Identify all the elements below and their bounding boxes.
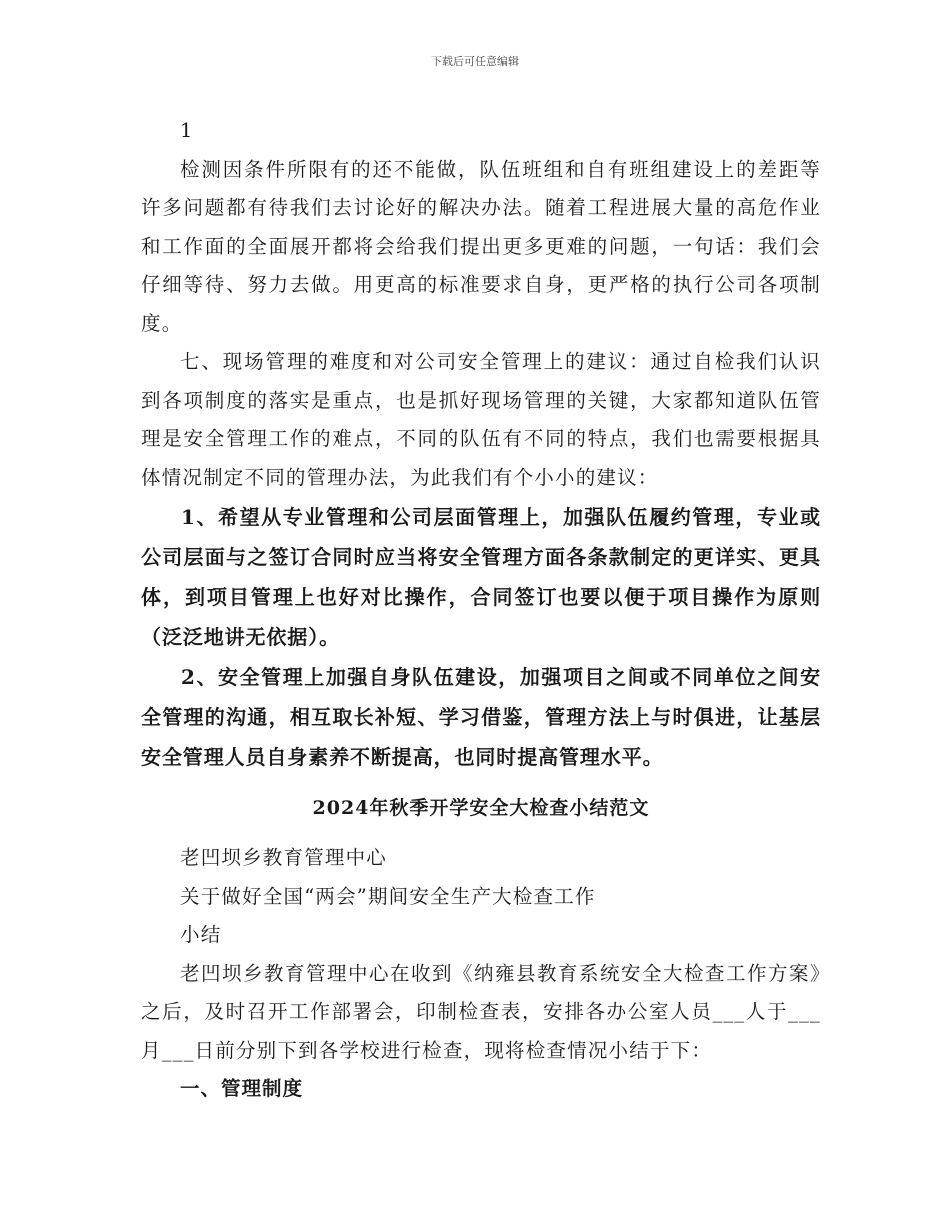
subtitle-line-2: 小结 — [180, 923, 222, 946]
section-heading: 一、管理制度 — [180, 1077, 304, 1100]
paragraph-2: 七、现场管理的难度和对公司安全管理上的建议：通过自检我们认识到各项制度的落实是重点，也是抓好现场管理的关键，大家都知道队伍管理是安全管理工作的难点，不同的队伍有不同的特点，我们也需要根据具体情况制定不同的管理办法，为此我们有个小小的建议： — [141, 350, 821, 489]
subtitle-line-1: 关于做好全国“两会”期间安全生产大检查工作 — [180, 884, 596, 908]
organization-line: 老凹坝乡教育管理中心 — [180, 846, 388, 869]
bold-paragraph-2: 2、安全管理上加强自身队伍建设，加强项目之间或不同单位之间安全管理的沟通，相互取长补短、学习借鉴，管理方法上与时俱进，让基层安全管理人员自身素养不断提高，也同时提高管理水平。 — [141, 665, 821, 769]
bold-paragraph-1: 1、希望从专业管理和公司层面管理上，加强队伍履约管理，专业或公司层面与之签订合同时应当将安全管理方面各条款制定的更详实、更具体，到项目管理上也好对比操作，合同签订也要以便于项目操作为原则（泛泛地讲无依据）。 — [141, 505, 821, 649]
document-body — [141, 112, 821, 1108]
document-title: 2024年秋季开学安全大检查小结范文 — [312, 797, 650, 819]
page-header-note: 下载后可任意编辑 — [431, 55, 519, 68]
paragraph-1: 检测因条件所限有的还不能做，队伍班组和自有班组建设上的差距等许多问题都有待我们去讨论好的解决办法。随着工程进展大量的高危作业和工作面的全面展开都将会给我们提出更多更难的问题，一句话：我们会仔细等待、努力去做。用更高的标准要求自身，更严格的执行公司各项制度。 — [141, 157, 821, 335]
page-number: 1 — [180, 119, 194, 142]
body-paragraph: 老凹坝乡教育管理中心在收到《纳雍县教育系统安全大检查工作方案》之后，及时召开工作部署会，印制检查表，安排各办公室人员___人于___月___日前分别下到各学校进行检查，现将检查情况小结于下： — [141, 961, 821, 1062]
